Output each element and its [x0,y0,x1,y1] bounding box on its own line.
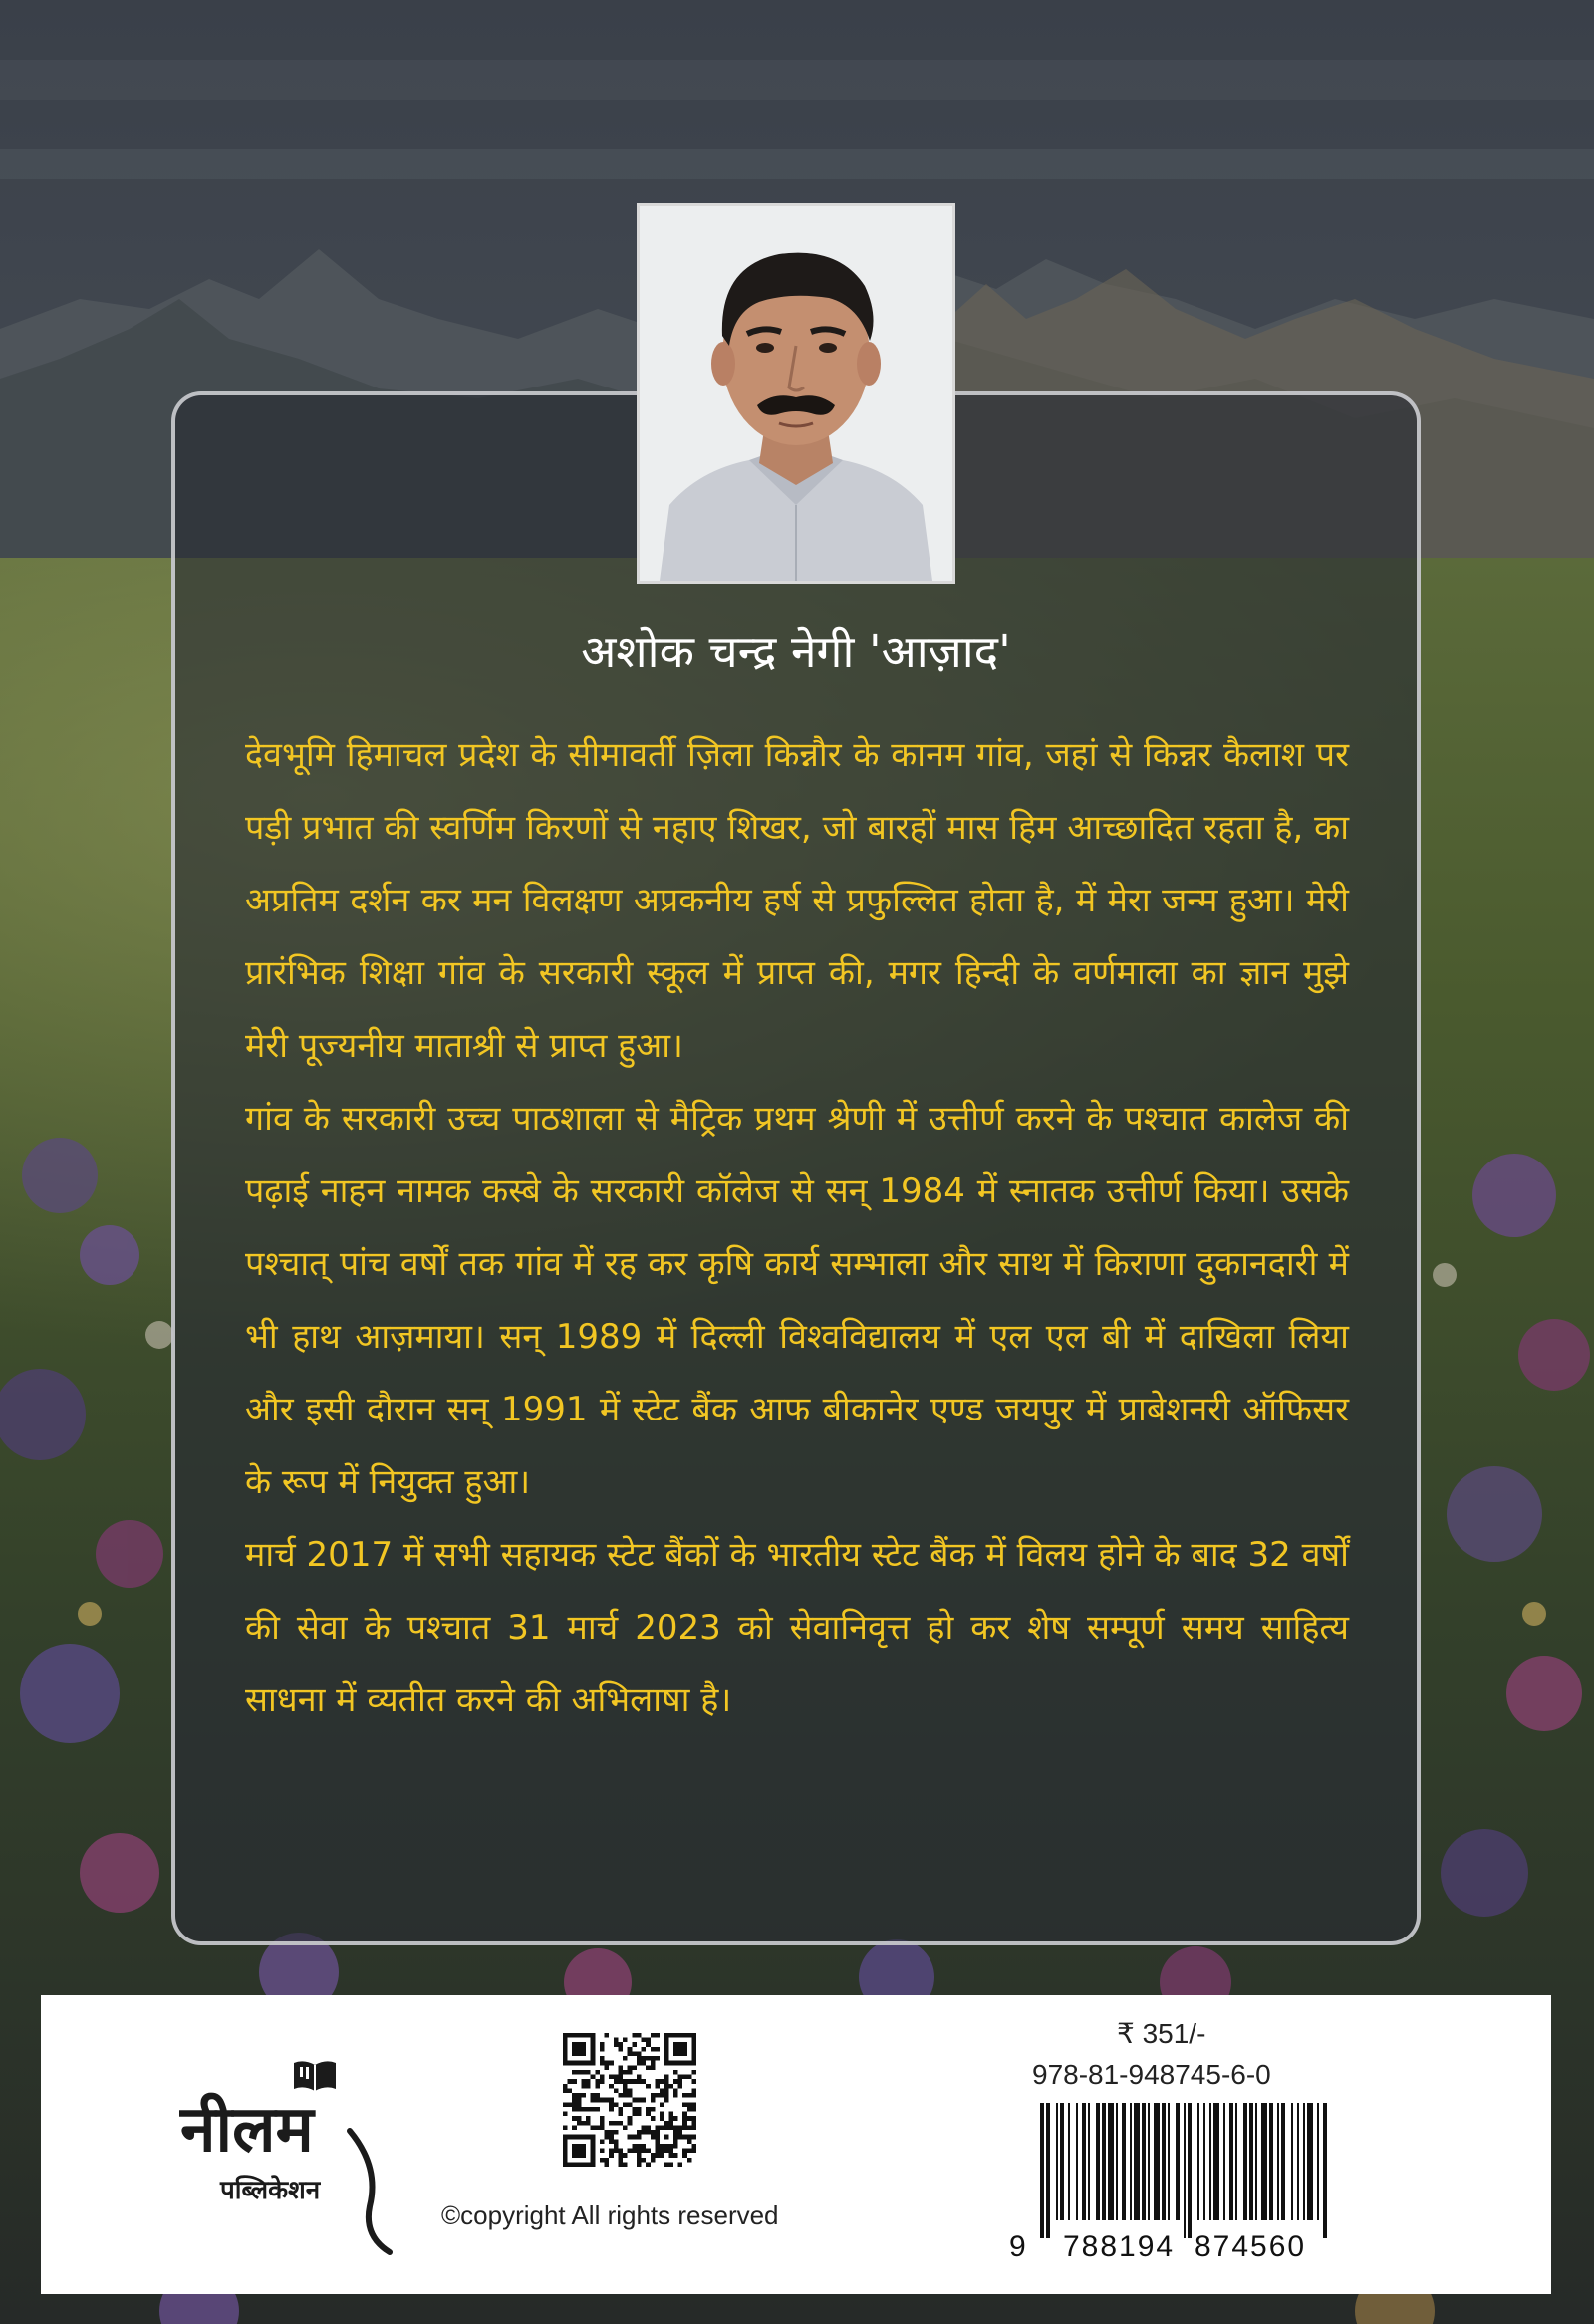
biography-paragraph: मार्च 2017 में सभी सहायक स्टेट बैंकों के भारतीय स्टेट बैंक में विलय होने के बाद 32 वर्षों की सेवा के पश्चात 31 मार्च 2023 को सेवानिवृत्त हो कर शेष सम्पूर्ण समय साहित्य साधना में व्यतीत करने की अभिलाषा है। [245,1535,1349,1720]
back-cover-footer [41,1995,1551,2294]
price-label: ₹ 351/- [1117,2018,1206,2049]
isbn-number: 978-81-948745-6-0 [1032,2059,1271,2090]
isbn-barcode [1040,2103,1335,2238]
publisher-logo [180,2057,409,2256]
author-photo [637,203,955,584]
barcode-digit-first: 9 [1009,2230,1026,2263]
author-name: अशोक चन्द्र नेगी 'आज़ाद' [581,625,1011,678]
barcode-digits-right: 874560 [1195,2230,1307,2263]
logo-flourish-icon [340,2127,399,2256]
qr-code [563,2033,696,2167]
publisher-logo-sub: पब्लिकेशन [220,2176,321,2205]
biography-paragraph: गांव के सरकारी उच्च पाठशाला से मैट्रिक प्रथम श्रेणी में उत्तीर्ण करने के पश्चात कालेज की पढ़ाई नाहन नामक कस्बे के सरकारी कॉलेज से सन् 1984 में स्नातक उत्तीर्ण किया। उसके पश्चात् पांच वर्षों तक गांव में रह कर कृषि कार्य सम्भाला और साथ में किराणा दुकानदारी में भी हाथ आज़माया। सन् 1989 में दिल्ली विश्वविद्यालय में एल एल बी में दाखिला लिया और इसी दौरान सन् 1991 में स्टेट बैंक आफ बीकानेर एण्ड जयपुर में प्राबेशनरी ऑफिसर के रूप में नियुक्त हुआ। [245,1099,1349,1502]
publisher-logo-main: नीलम [180,2092,314,2167]
copyright-notice: ©copyright All rights reserved [441,2200,779,2230]
open-book-icon [292,2057,338,2093]
biography-text [245,719,1349,1737]
barcode-digits [997,2230,1396,2270]
barcode-digits-left: 788194 [1063,2230,1176,2263]
biography-paragraph: देवभूमि हिमाचल प्रदेश के सीमावर्ती ज़िला किन्नौर के कानम गांव, जहां से किन्नर कैलाश पर पड़ी प्रभात की स्वर्णिम किरणों से नहाए शिखर, जो बारहों मास हिम आच्छादित रहता है, का अप्रतिम दर्शन कर मन विलक्षण अप्रकनीय हर्ष से प्रफुल्लित होता है, में मेरा जन्म हुआ। मेरी प्रारंभिक शिक्षा गांव के सरकारी स्कूल में प्राप्त की, मगर हिन्दी के वर्णमाला का ज्ञान मुझे मेरी पूज्यनीय माताश्री से प्राप्त हुआ। [245,735,1349,1066]
